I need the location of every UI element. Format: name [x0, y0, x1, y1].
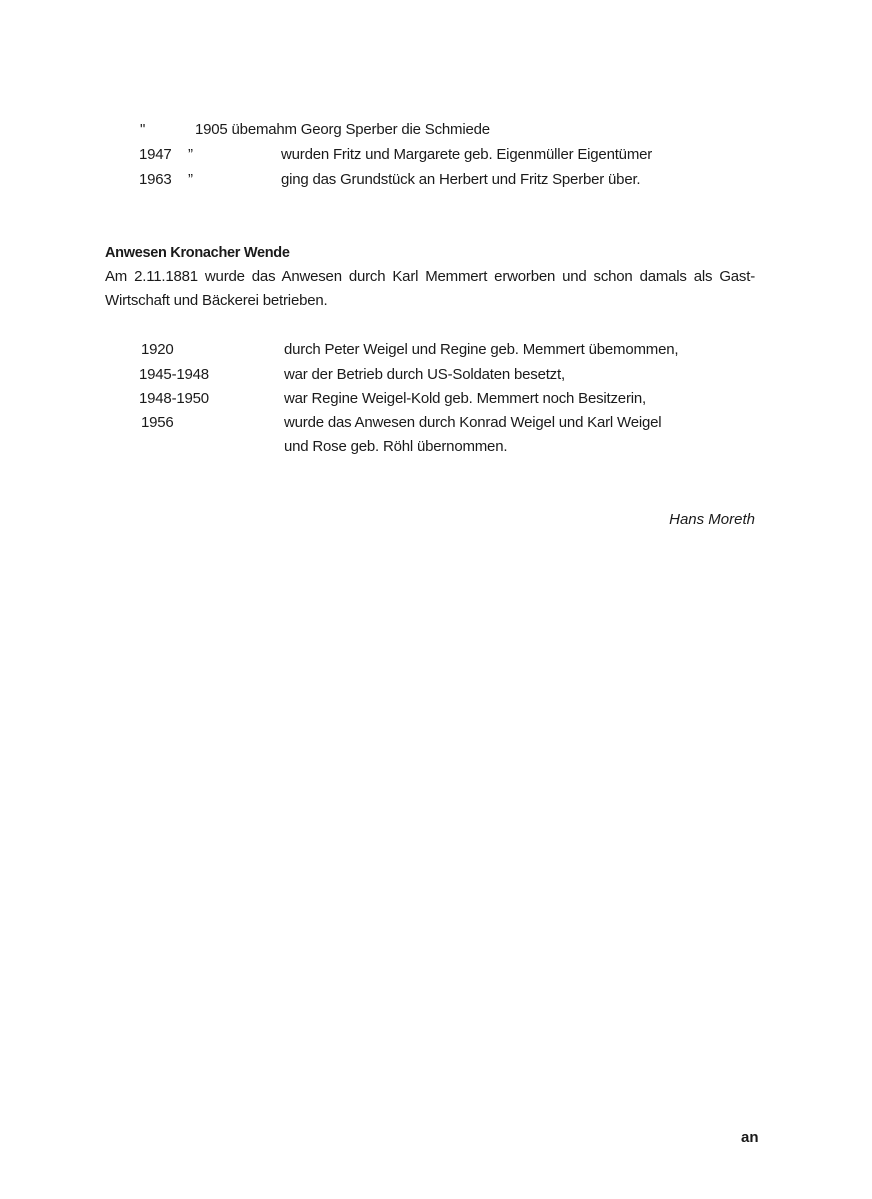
chronology-year-1: 1920	[141, 341, 174, 358]
chronology-year-3: 1948-1950	[139, 390, 209, 407]
top-list-mark-2: ”	[188, 146, 193, 163]
chronology-text-3: war Regine Weigel-Kold geb. Memmert noch Besitzerin,	[284, 390, 646, 407]
intro-line-2: Wirtschaft und Bäckerei betrieben.	[105, 292, 328, 309]
chronology-year-4: 1956	[141, 414, 174, 431]
intro-line-1: Am 2.11.1881 wurde das Anwesen durch Karl Memmert erworben und schon damals als Gast-	[105, 268, 755, 285]
top-list-text-3: ging das Grundstück an Herbert und Fritz Sperber über.	[281, 171, 641, 188]
top-list-year-2: 1947	[139, 146, 172, 163]
top-list-year-1: "	[140, 121, 146, 138]
chronology-text-1: durch Peter Weigel und Regine geb. Memmert übemommen,	[284, 341, 679, 358]
section-heading: Anwesen Kronacher Wende	[105, 245, 290, 261]
chronology-year-2: 1945-1948	[139, 366, 209, 383]
top-list-text-2: wurden Fritz und Margarete geb. Eigenmüller Eigentümer	[281, 146, 653, 163]
author-signature: Hans Moreth	[669, 511, 755, 528]
chronology-text-2: war der Betrieb durch US-Soldaten besetzt,	[284, 366, 565, 383]
intro-paragraph	[105, 265, 755, 313]
top-list-mark-3: ”	[188, 171, 193, 188]
chronology-text-5: und Rose geb. Röhl übernommen.	[284, 438, 508, 455]
top-list-year-3: 1963	[139, 171, 172, 188]
page-mark: an	[741, 1129, 759, 1146]
chronology-text-4: wurde das Anwesen durch Konrad Weigel und Karl Weigel	[284, 414, 662, 431]
top-list-text-1: 1905 übemahm Georg Sperber die Schmiede	[195, 121, 490, 138]
